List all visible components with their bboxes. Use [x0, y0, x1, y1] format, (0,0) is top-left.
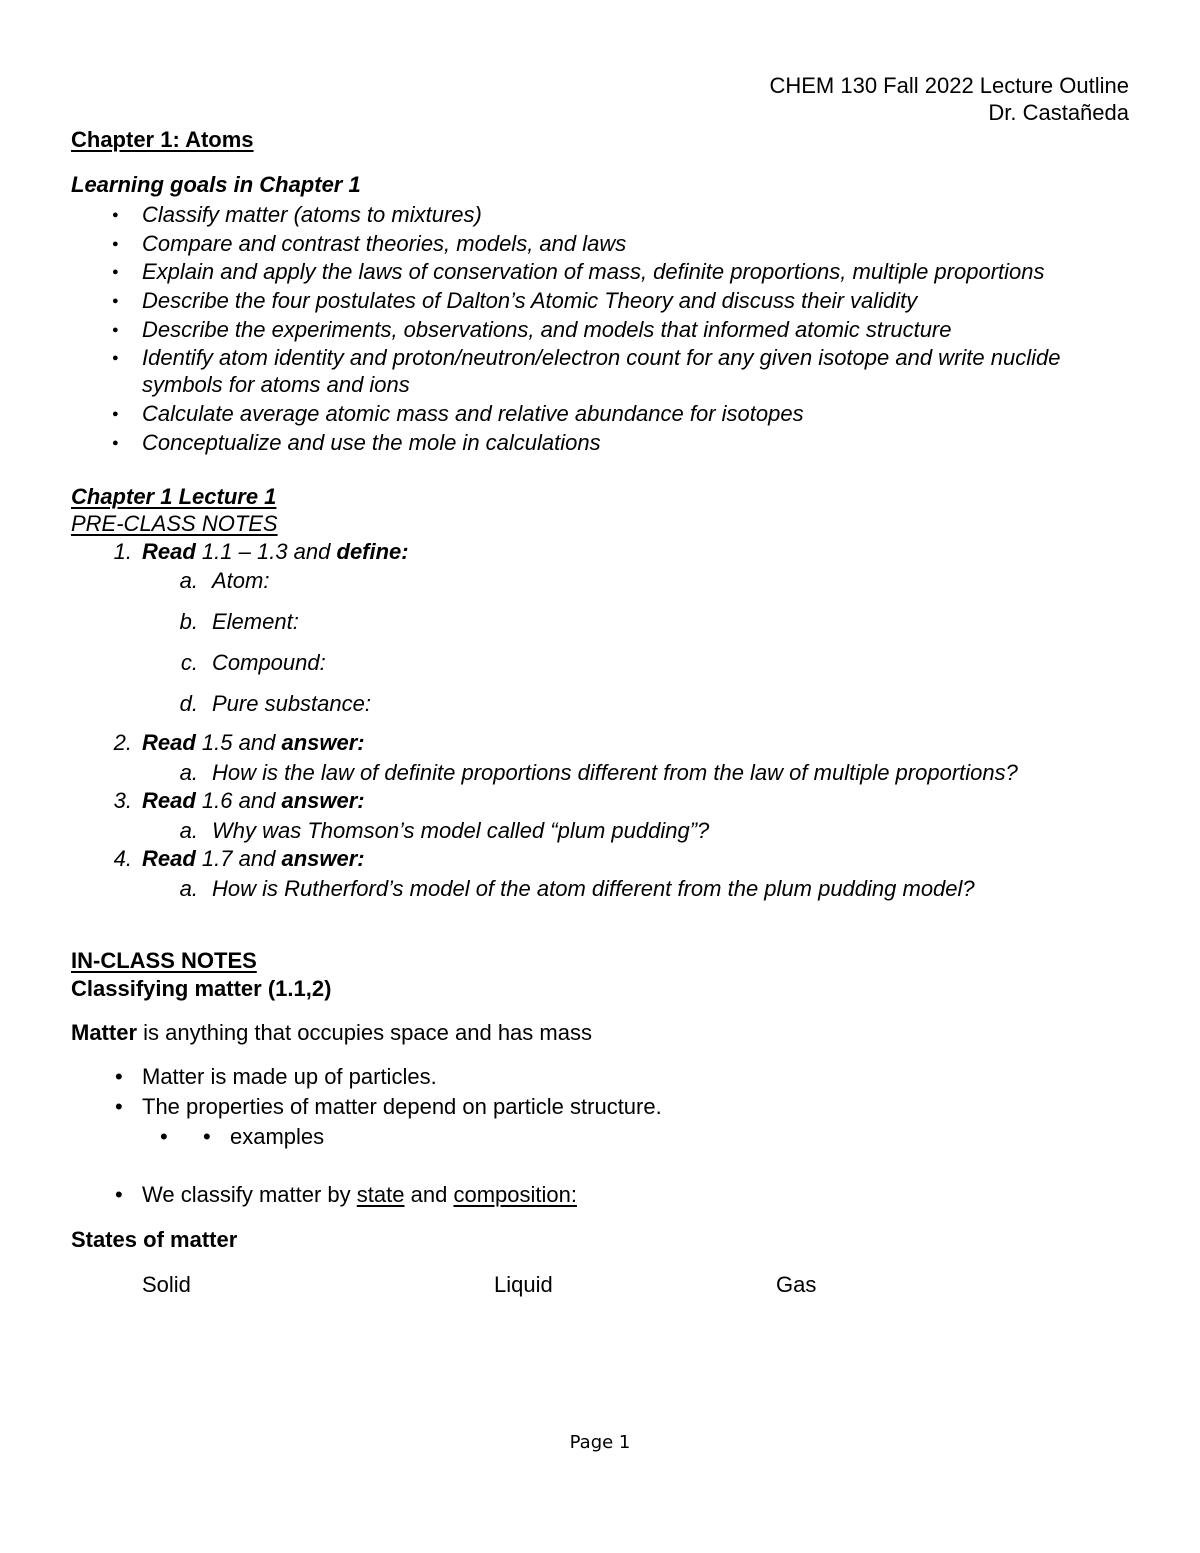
question-number: 3. [113, 788, 132, 813]
preclass-question-4 [113, 846, 365, 871]
states-heading: States of matter [71, 1227, 238, 1252]
matter-definition [71, 1022, 592, 1044]
item-text: Element: [212, 609, 299, 634]
item-text: Compound: [212, 650, 326, 675]
define-item-element [179, 609, 299, 634]
read-label: Read [142, 539, 196, 564]
matter-term: Matter [71, 1020, 138, 1045]
question-number: 4. [113, 846, 132, 871]
item-letter: a. [179, 568, 198, 593]
matter-bullet: • The properties of matter depend on particle structure. [142, 1096, 662, 1118]
item-text: How is Rutherford’s model of the atom different from the plum pudding model? [212, 876, 975, 901]
examples-text: examples [230, 1124, 325, 1149]
item-letter: d. [179, 691, 198, 716]
item-text: Pure substance: [212, 691, 371, 716]
question-number: 2. [113, 730, 132, 755]
read-label: Read [142, 788, 196, 813]
section-range: 1.5 and [201, 730, 276, 755]
item-text: How is the law of definite proportions different from the law of multiple proportions? [212, 760, 1018, 785]
page-number: Page 1 [569, 1432, 631, 1453]
action-label: define: [336, 539, 409, 564]
inclass-heading: IN-CLASS NOTES [71, 948, 257, 973]
state-solid: Solid [142, 1272, 191, 1297]
classify-prefix: We classify matter by [142, 1182, 351, 1207]
section-range: 1.7 and [201, 846, 276, 871]
matter-bullet: • Matter is made up of particles. [142, 1066, 437, 1088]
item-text: Atom: [212, 568, 270, 593]
item-letter: c. [180, 650, 198, 675]
composition-term: composition: [453, 1182, 577, 1207]
define-item-atom [179, 568, 270, 593]
action-label: answer: [281, 846, 365, 871]
item-letter: b. [179, 609, 198, 634]
state-term: state [356, 1182, 405, 1207]
classify-bullet [142, 1184, 577, 1206]
item-letter: a. [179, 760, 198, 785]
state-gas: Gas [776, 1272, 817, 1297]
learning-goals-heading: Learning goals in Chapter 1 [71, 172, 361, 197]
item-text: Why was Thomson’s model called “plum pudding”? [212, 818, 710, 843]
preclass-heading: PRE-CLASS NOTES [71, 511, 278, 536]
instructor-name: Dr. Castañeda [988, 100, 1129, 125]
goal-item: ● Calculate average atomic mass and relative abundance for isotopes [142, 403, 804, 425]
read-label: Read [142, 846, 196, 871]
question-number: 1. [113, 539, 132, 564]
matter-def-text: is anything that occupies space and has mass [143, 1020, 592, 1045]
goal-item: ● Identify atom identity and proton/neutron/electron count for any given isotope and write nuclide [142, 347, 1060, 369]
goal-item-continued: symbols for atoms and ions [142, 372, 410, 397]
goal-item: ● Explain and apply the laws of conservation of mass, definite proportions, multiple proportions [142, 261, 1045, 283]
classify-and: and [410, 1182, 448, 1207]
preclass-question-3 [113, 788, 365, 813]
goal-item: ● Compare and contrast theories, models, and laws [142, 233, 626, 255]
goal-item: ● Conceptualize and use the mole in calculations [142, 432, 601, 454]
course-header: CHEM 130 Fall 2022 Lecture Outline [769, 73, 1129, 98]
goal-item: ● Describe the experiments, observations, and models that informed atomic structure [142, 319, 952, 341]
goal-item: ● Describe the four postulates of Dalton’s Atomic Theory and discuss their validity [142, 290, 917, 312]
classifying-matter-heading: Classifying matter (1.1,2) [71, 976, 332, 1001]
define-item-pure-substance [179, 691, 371, 716]
item-letter: a. [179, 876, 198, 901]
item-letter: a. [179, 818, 198, 843]
section-range: 1.6 and [201, 788, 276, 813]
question-3-sub [179, 818, 710, 843]
state-liquid: Liquid [494, 1272, 553, 1297]
action-label: answer: [281, 730, 365, 755]
action-label: answer: [281, 788, 365, 813]
read-label: Read [142, 730, 196, 755]
examples-bullet: • • examples [230, 1126, 324, 1148]
section-range: 1.1 – 1.3 and [201, 539, 331, 564]
chapter-title: Chapter 1: Atoms [71, 127, 254, 152]
lecture-title: Chapter 1 Lecture 1 [71, 484, 277, 509]
define-item-compound [180, 650, 326, 675]
question-2-sub [179, 760, 1018, 785]
question-4-sub [179, 876, 975, 901]
preclass-question-1 [113, 539, 409, 564]
goal-item: ● Classify matter (atoms to mixtures) [142, 204, 482, 226]
preclass-question-2 [113, 730, 365, 755]
